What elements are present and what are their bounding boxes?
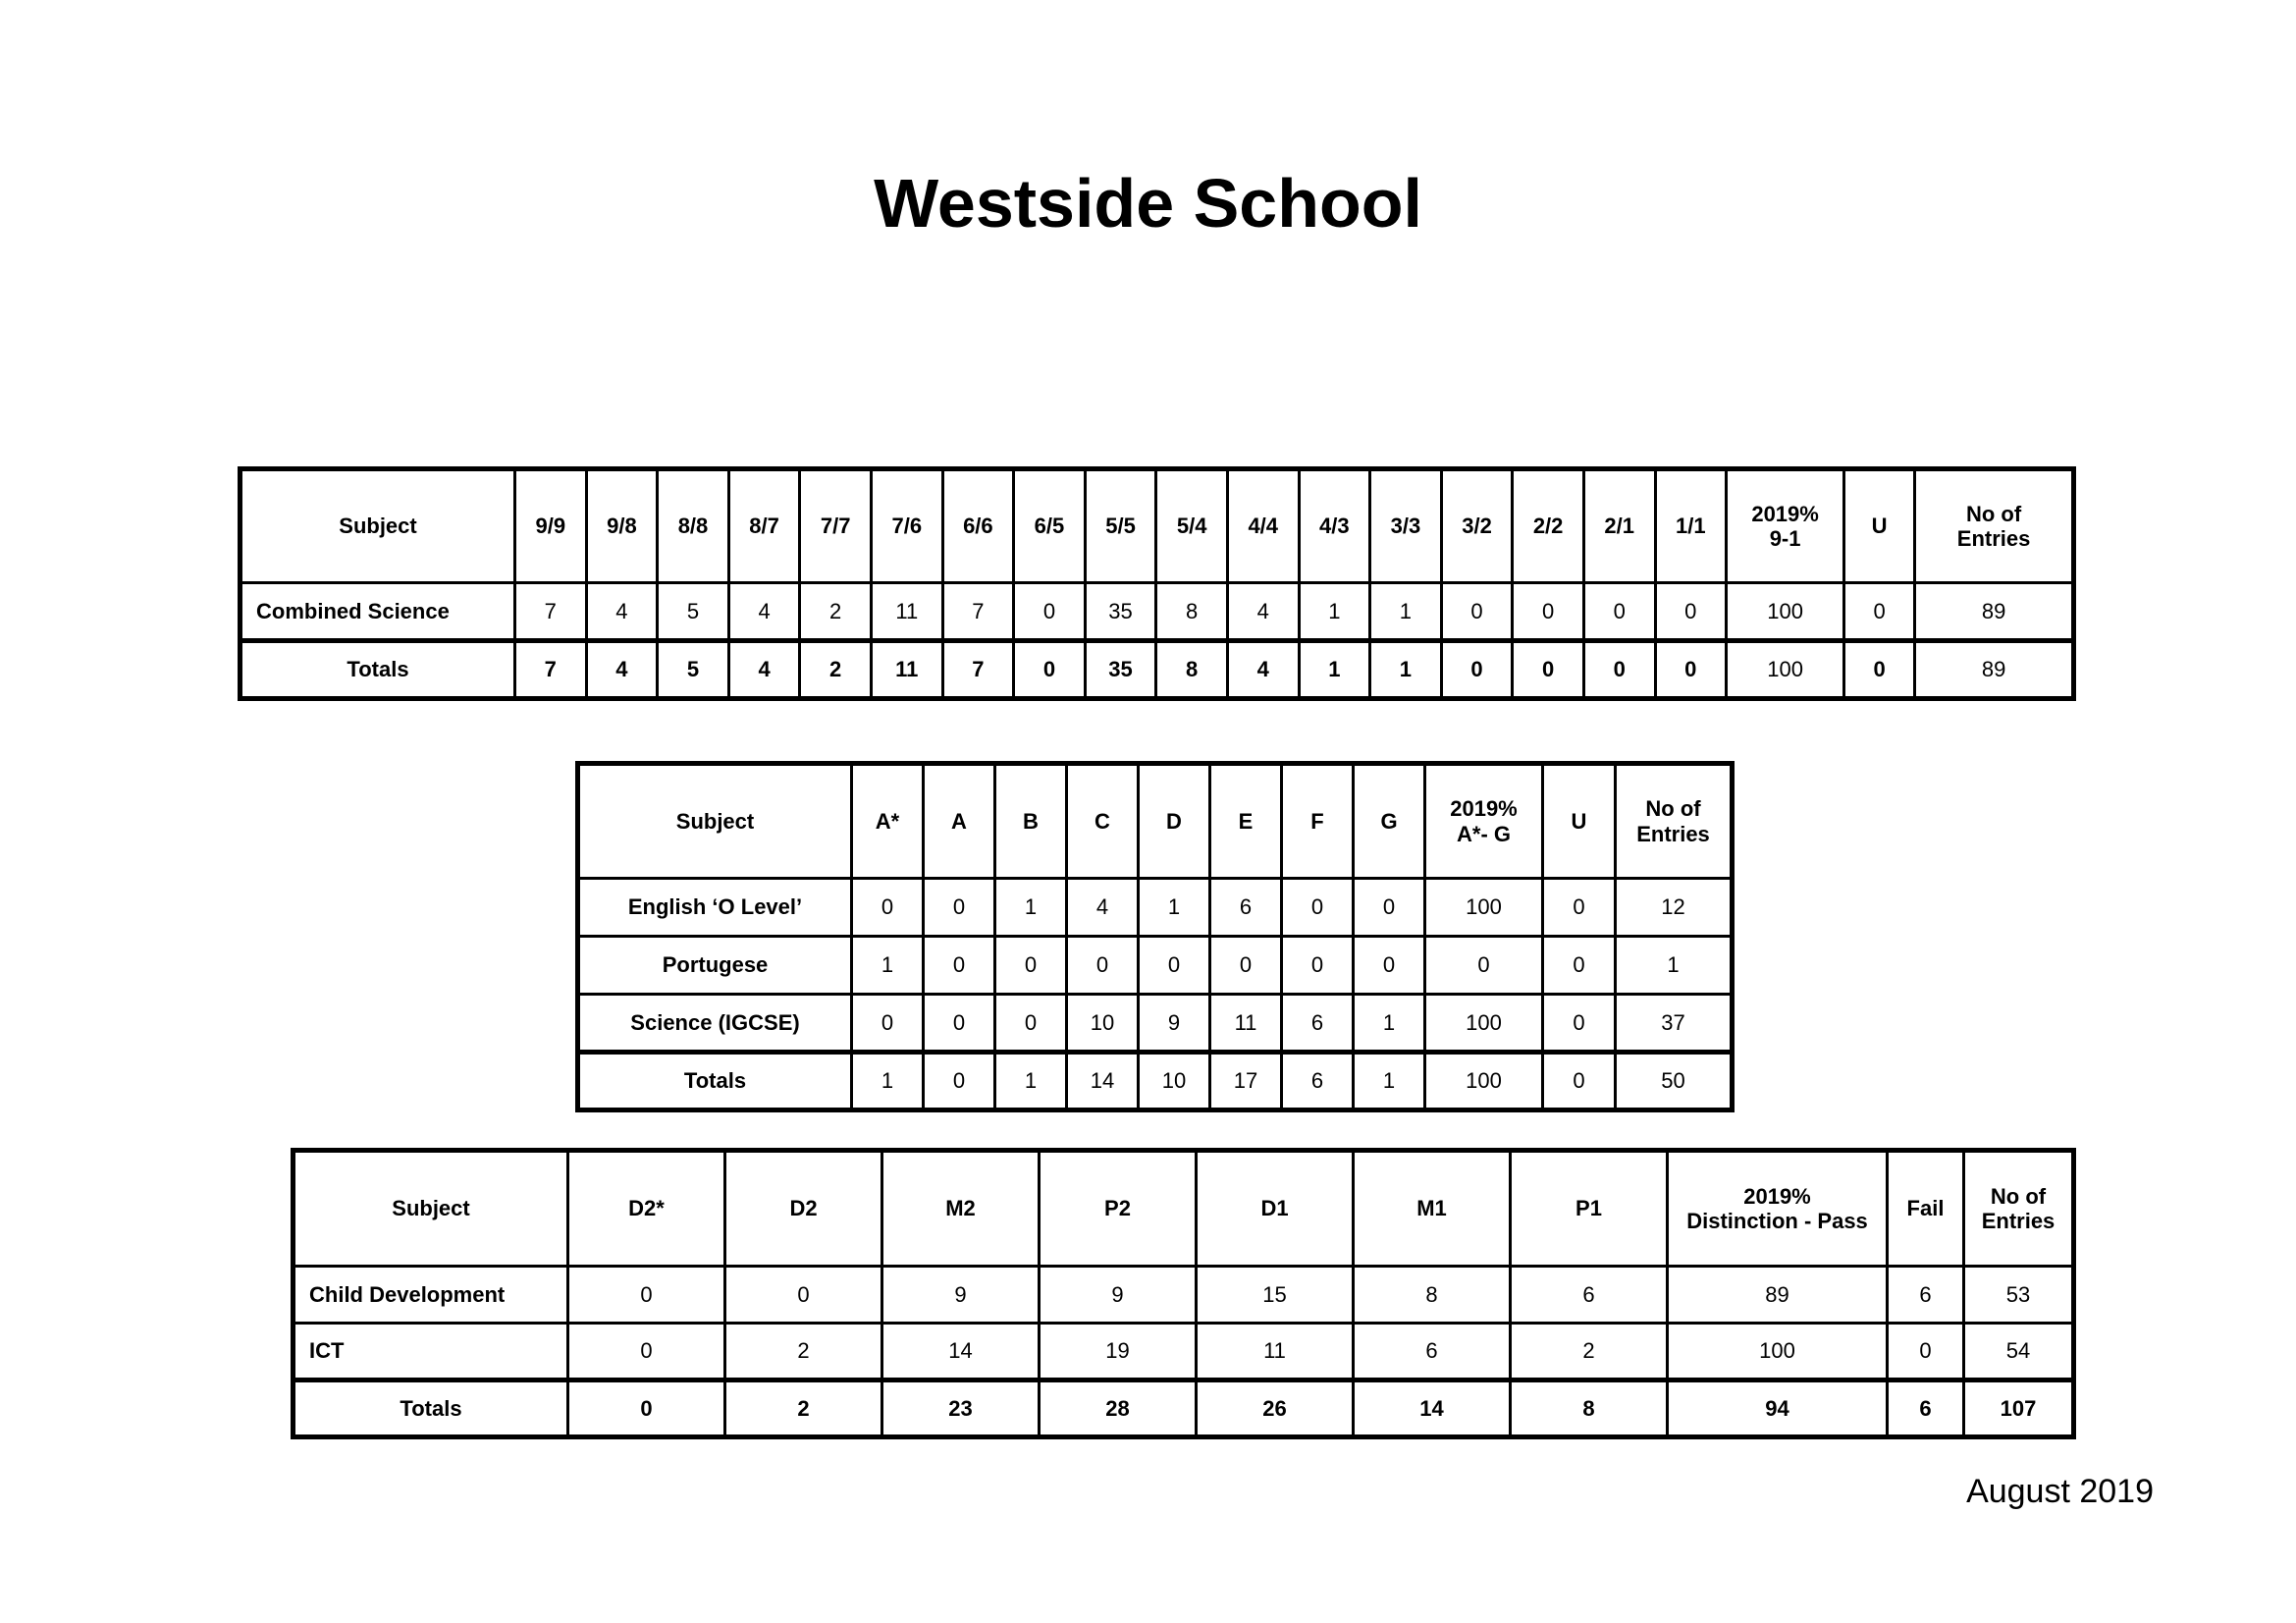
entries-cell: 89 <box>1915 583 2074 641</box>
subject-cell: Combined Science <box>240 583 515 641</box>
table-row <box>578 937 1733 995</box>
grade-cell: 0 <box>1210 937 1282 995</box>
fail-header: Fail <box>1888 1151 1964 1267</box>
grade-cell: 0 <box>1067 937 1139 995</box>
total-u-cell: 0 <box>1543 1053 1616 1110</box>
grade-header: P2 <box>1040 1151 1197 1267</box>
total-cell: 0 <box>1513 641 1584 699</box>
pass-rate-cell: 89 <box>1668 1267 1888 1324</box>
total-cell: 0 <box>1583 641 1655 699</box>
total-cell: 6 <box>1282 1053 1354 1110</box>
total-cell: 1 <box>1370 641 1442 699</box>
report-date: August 2019 <box>1966 1473 2154 1510</box>
subject-header: Subject <box>578 764 852 879</box>
grade-cell: 0 <box>852 995 924 1053</box>
total-cell: 4 <box>728 641 800 699</box>
total-pass-rate-cell: 100 <box>1425 1053 1543 1110</box>
grade-cell: 2 <box>1511 1324 1668 1380</box>
grade-cell: 8 <box>1156 583 1228 641</box>
grade-header: F <box>1282 764 1354 879</box>
entries-cell: 1 <box>1616 937 1733 995</box>
table-header-row <box>294 1151 2074 1267</box>
grade-header: 4/4 <box>1227 469 1299 583</box>
grade-cell: 4 <box>728 583 800 641</box>
grade-cell: 9 <box>1040 1267 1197 1324</box>
subject-header: Subject <box>240 469 515 583</box>
pass-rate-cell: 0 <box>1425 937 1543 995</box>
grade-cell: 0 <box>852 879 924 937</box>
grade-header: C <box>1067 764 1139 879</box>
results-table-a-star-g <box>575 761 1735 1112</box>
totals-label: Totals <box>240 641 515 699</box>
total-cell: 26 <box>1197 1380 1354 1437</box>
total-cell: 14 <box>1354 1380 1511 1437</box>
entries-header: No of Entries <box>1964 1151 2074 1267</box>
u-cell: 0 <box>1543 879 1616 937</box>
grade-cell: 6 <box>1282 995 1354 1053</box>
grade-cell: 0 <box>924 879 995 937</box>
grade-header: 1/1 <box>1655 469 1727 583</box>
total-cell: 1 <box>995 1053 1067 1110</box>
subject-cell: Science (IGCSE) <box>578 995 852 1053</box>
total-cell: 0 <box>924 1053 995 1110</box>
grade-header: 6/6 <box>942 469 1014 583</box>
entries-header: No of Entries <box>1616 764 1733 879</box>
total-cell: 0 <box>1655 641 1727 699</box>
grade-header: 5/5 <box>1085 469 1156 583</box>
total-cell: 2 <box>725 1380 882 1437</box>
grade-header: 3/2 <box>1441 469 1513 583</box>
grade-header: E <box>1210 764 1282 879</box>
total-cell: 8 <box>1156 641 1228 699</box>
grade-header: 6/5 <box>1014 469 1086 583</box>
grade-cell: 0 <box>995 937 1067 995</box>
total-cell: 8 <box>1511 1380 1668 1437</box>
grade-cell: 4 <box>586 583 658 641</box>
total-cell: 0 <box>1441 641 1513 699</box>
pass-rate-cell: 100 <box>1668 1324 1888 1380</box>
total-entries-cell: 50 <box>1616 1053 1733 1110</box>
grade-cell: 0 <box>725 1267 882 1324</box>
entries-header: No of Entries <box>1915 469 2074 583</box>
grade-cell: 1 <box>1139 879 1210 937</box>
grade-header: 2/2 <box>1513 469 1584 583</box>
fail-cell: 0 <box>1888 1324 1964 1380</box>
entries-cell: 12 <box>1616 879 1733 937</box>
total-cell: 11 <box>871 641 942 699</box>
grade-header: 5/4 <box>1156 469 1228 583</box>
total-cell: 10 <box>1139 1053 1210 1110</box>
total-fail-cell: 6 <box>1888 1380 1964 1437</box>
results-table-btec <box>291 1148 2076 1439</box>
grade-cell: 7 <box>515 583 587 641</box>
subject-header: Subject <box>294 1151 568 1267</box>
grade-cell: 19 <box>1040 1324 1197 1380</box>
grade-cell: 0 <box>1354 937 1425 995</box>
total-pass-rate-cell: 100 <box>1727 641 1844 699</box>
grade-cell: 4 <box>1227 583 1299 641</box>
grade-cell: 4 <box>1067 879 1139 937</box>
totals-row <box>240 641 2074 699</box>
grade-header: B <box>995 764 1067 879</box>
table-row <box>294 1324 2074 1380</box>
grade-header: D <box>1139 764 1210 879</box>
grade-cell: 0 <box>1014 583 1086 641</box>
grade-header: D2* <box>568 1151 725 1267</box>
total-entries-cell: 89 <box>1915 641 2074 699</box>
subject-cell: Portugese <box>578 937 852 995</box>
subject-cell: Child Development <box>294 1267 568 1324</box>
grade-cell: 0 <box>1583 583 1655 641</box>
total-cell: 1 <box>852 1053 924 1110</box>
grade-cell: 0 <box>1282 879 1354 937</box>
subject-cell: ICT <box>294 1324 568 1380</box>
grade-cell: 0 <box>1441 583 1513 641</box>
table-row <box>240 583 2074 641</box>
u-cell: 0 <box>1543 937 1616 995</box>
total-cell: 5 <box>658 641 729 699</box>
entries-cell: 37 <box>1616 995 1733 1053</box>
grade-header: A <box>924 764 995 879</box>
pass-rate-header: 2019% 9-1 <box>1727 469 1844 583</box>
pass-rate-cell: 100 <box>1727 583 1844 641</box>
grade-cell: 1 <box>995 879 1067 937</box>
totals-label: Totals <box>294 1380 568 1437</box>
table-header-row <box>578 764 1733 879</box>
table-row <box>578 879 1733 937</box>
grade-header: D2 <box>725 1151 882 1267</box>
grade-cell: 0 <box>1655 583 1727 641</box>
grade-cell: 0 <box>1513 583 1584 641</box>
grade-header: M1 <box>1354 1151 1511 1267</box>
grade-cell: 15 <box>1197 1267 1354 1324</box>
grade-cell: 0 <box>924 995 995 1053</box>
results-table-9-1 <box>238 466 2076 701</box>
fail-cell: 6 <box>1888 1267 1964 1324</box>
grade-cell: 11 <box>871 583 942 641</box>
total-cell: 14 <box>1067 1053 1139 1110</box>
grade-cell: 1 <box>1354 995 1425 1053</box>
grade-cell: 7 <box>942 583 1014 641</box>
grade-header: 2/1 <box>1583 469 1655 583</box>
grade-cell: 0 <box>924 937 995 995</box>
total-cell: 2 <box>800 641 872 699</box>
total-pass-rate-cell: 94 <box>1668 1380 1888 1437</box>
grade-cell: 0 <box>1354 879 1425 937</box>
total-cell: 7 <box>942 641 1014 699</box>
grade-cell: 6 <box>1511 1267 1668 1324</box>
total-cell: 0 <box>1014 641 1086 699</box>
grade-header: G <box>1354 764 1425 879</box>
u-cell: 0 <box>1844 583 1915 641</box>
total-entries-cell: 107 <box>1964 1380 2074 1437</box>
u-header: U <box>1844 469 1915 583</box>
totals-row <box>578 1053 1733 1110</box>
total-cell: 23 <box>882 1380 1040 1437</box>
grade-header: 8/7 <box>728 469 800 583</box>
grade-cell: 0 <box>995 995 1067 1053</box>
grade-header: M2 <box>882 1151 1040 1267</box>
grade-cell: 1 <box>1299 583 1370 641</box>
grade-cell: 0 <box>568 1267 725 1324</box>
grade-header: A* <box>852 764 924 879</box>
table-row <box>578 995 1733 1053</box>
total-cell: 4 <box>586 641 658 699</box>
grade-header: D1 <box>1197 1151 1354 1267</box>
totals-label: Totals <box>578 1053 852 1110</box>
total-cell: 4 <box>1227 641 1299 699</box>
total-cell: 28 <box>1040 1380 1197 1437</box>
total-cell: 7 <box>515 641 587 699</box>
grade-cell: 0 <box>1282 937 1354 995</box>
pass-rate-cell: 100 <box>1425 879 1543 937</box>
grade-header: 4/3 <box>1299 469 1370 583</box>
grade-cell: 6 <box>1210 879 1282 937</box>
pass-rate-cell: 100 <box>1425 995 1543 1053</box>
grade-cell: 1 <box>852 937 924 995</box>
subject-cell: English ‘O Level’ <box>578 879 852 937</box>
grade-cell: 6 <box>1354 1324 1511 1380</box>
u-cell: 0 <box>1543 995 1616 1053</box>
grade-header: 7/6 <box>871 469 942 583</box>
grade-cell: 9 <box>1139 995 1210 1053</box>
grade-cell: 14 <box>882 1324 1040 1380</box>
grade-header: 3/3 <box>1370 469 1442 583</box>
grade-cell: 9 <box>882 1267 1040 1324</box>
total-u-cell: 0 <box>1844 641 1915 699</box>
u-header: U <box>1543 764 1616 879</box>
total-cell: 1 <box>1299 641 1370 699</box>
grade-cell: 11 <box>1210 995 1282 1053</box>
grade-cell: 2 <box>725 1324 882 1380</box>
grade-cell: 0 <box>568 1324 725 1380</box>
page-title: Westside School <box>874 165 1422 242</box>
entries-cell: 53 <box>1964 1267 2074 1324</box>
grade-cell: 10 <box>1067 995 1139 1053</box>
grade-cell: 5 <box>658 583 729 641</box>
grade-header: 8/8 <box>658 469 729 583</box>
grade-cell: 11 <box>1197 1324 1354 1380</box>
total-cell: 1 <box>1354 1053 1425 1110</box>
grade-cell: 0 <box>1139 937 1210 995</box>
pass-rate-header: 2019% A*- G <box>1425 764 1543 879</box>
grade-header: 9/9 <box>515 469 587 583</box>
grade-cell: 2 <box>800 583 872 641</box>
grade-header: P1 <box>1511 1151 1668 1267</box>
total-cell: 35 <box>1085 641 1156 699</box>
grade-header: 9/8 <box>586 469 658 583</box>
pass-rate-header: 2019% Distinction - Pass <box>1668 1151 1888 1267</box>
total-cell: 17 <box>1210 1053 1282 1110</box>
grade-cell: 1 <box>1370 583 1442 641</box>
grade-header: 7/7 <box>800 469 872 583</box>
entries-cell: 54 <box>1964 1324 2074 1380</box>
grade-cell: 8 <box>1354 1267 1511 1324</box>
table-row <box>294 1267 2074 1324</box>
grade-cell: 35 <box>1085 583 1156 641</box>
total-cell: 0 <box>568 1380 725 1437</box>
table-header-row <box>240 469 2074 583</box>
totals-row <box>294 1380 2074 1437</box>
